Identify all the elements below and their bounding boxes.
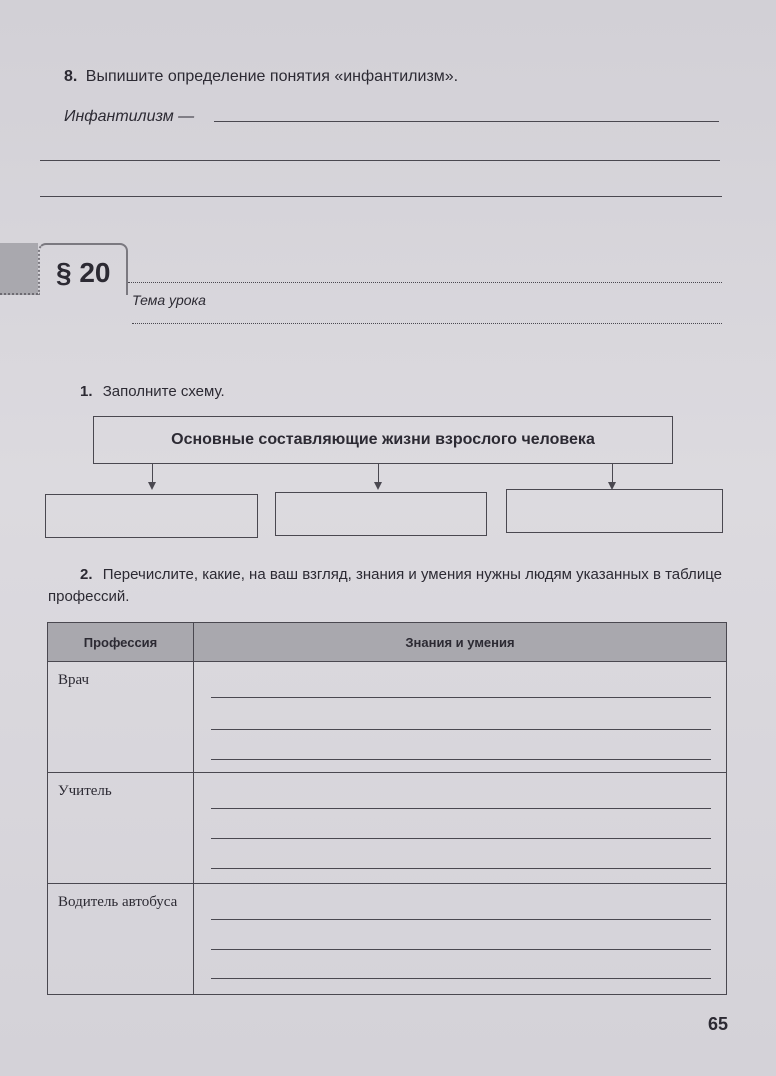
page-number: 65 bbox=[708, 1014, 729, 1034]
scheme-answer-box-3[interactable] bbox=[506, 489, 723, 533]
column-header-profession: Профессия bbox=[48, 623, 194, 662]
answer-line[interactable] bbox=[211, 978, 711, 979]
section-heading: § 20 bbox=[38, 243, 128, 295]
section-tab-decoration bbox=[0, 243, 38, 295]
profession-cell: Врач bbox=[48, 662, 194, 773]
definition-label: Инфантилизм — bbox=[64, 108, 195, 125]
task-number: 1. bbox=[80, 383, 93, 400]
answer-line[interactable] bbox=[211, 697, 711, 698]
task-text: Заполните схему. bbox=[102, 383, 225, 400]
answer-line[interactable] bbox=[40, 196, 722, 197]
task-number: 2. bbox=[80, 566, 93, 583]
profession-cell: Водитель автобуса bbox=[48, 884, 194, 995]
skills-answer-cell[interactable] bbox=[194, 773, 727, 884]
scheme-arrow bbox=[612, 464, 613, 484]
column-header-skills: Знания и умения bbox=[194, 623, 727, 662]
topic-label: Тема урока bbox=[132, 292, 206, 308]
arrowhead bbox=[148, 482, 156, 490]
table-row bbox=[48, 662, 727, 773]
table-row bbox=[48, 884, 727, 995]
answer-line[interactable] bbox=[211, 919, 711, 920]
answer-line[interactable] bbox=[211, 868, 711, 869]
answer-line[interactable] bbox=[214, 121, 719, 122]
task-number: 8. bbox=[64, 68, 78, 85]
task-1-prompt bbox=[80, 383, 225, 400]
skills-answer-cell[interactable] bbox=[194, 884, 727, 995]
topic-line[interactable] bbox=[132, 323, 722, 324]
answer-line[interactable] bbox=[211, 838, 711, 839]
scheme-arrow bbox=[378, 464, 379, 484]
scheme-title-box: Основные составляющие жизни взрослого человека bbox=[93, 416, 673, 464]
answer-line[interactable] bbox=[40, 160, 720, 161]
scheme-arrow bbox=[152, 464, 153, 484]
skills-answer-cell[interactable] bbox=[194, 662, 727, 773]
task-2-prompt bbox=[48, 564, 728, 608]
answer-line[interactable] bbox=[211, 808, 711, 809]
table-row bbox=[48, 773, 727, 884]
answer-line[interactable] bbox=[211, 729, 711, 730]
task-text: Перечислите, какие, на ваш взгляд, знания и умения нужны людям указанных в таблице профессий. bbox=[48, 566, 722, 605]
task-text: Выпишите определение понятия «инфантилизм». bbox=[85, 68, 459, 85]
task-8-prompt bbox=[64, 68, 458, 86]
answer-line[interactable] bbox=[211, 759, 711, 760]
scheme-answer-box-2[interactable] bbox=[275, 492, 487, 536]
answer-line[interactable] bbox=[211, 949, 711, 950]
arrowhead bbox=[374, 482, 382, 490]
section-rule bbox=[128, 282, 722, 283]
professions-table bbox=[47, 622, 727, 995]
profession-cell: Учитель bbox=[48, 773, 194, 884]
scheme-answer-box-1[interactable] bbox=[45, 494, 258, 538]
